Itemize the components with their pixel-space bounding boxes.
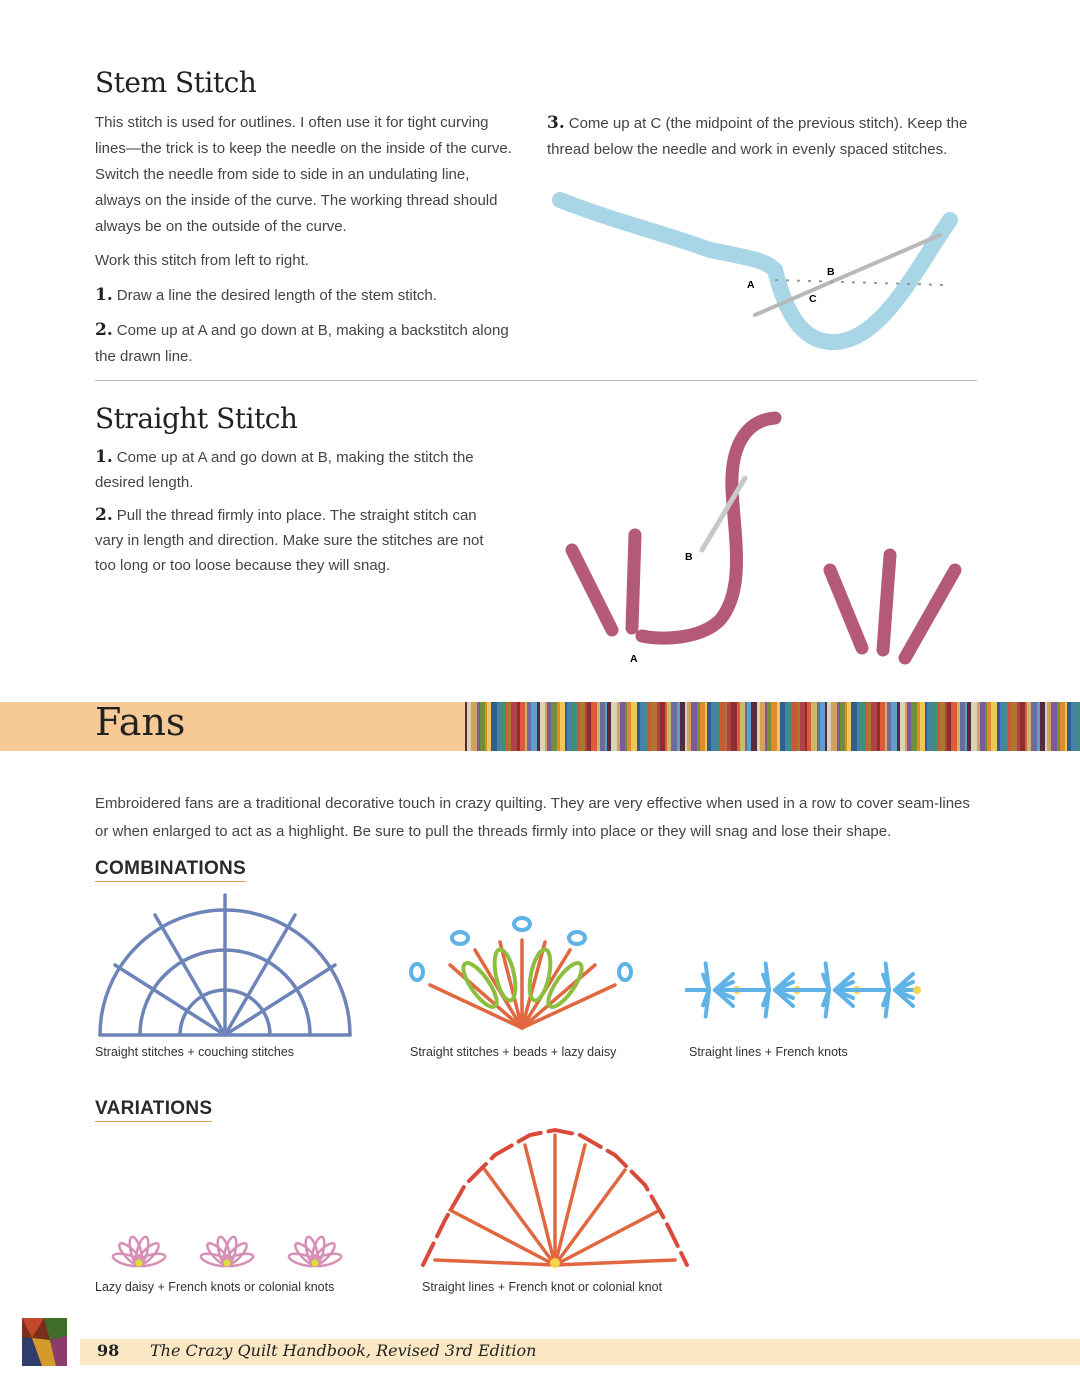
label-a: A (747, 279, 755, 291)
thread-strand (520, 702, 525, 751)
thread-strand (505, 702, 507, 751)
fan-large-straight-illustration (415, 1125, 695, 1270)
thread-strand (837, 702, 840, 751)
page-number: 98 (97, 1341, 120, 1360)
thread-strand (485, 702, 487, 751)
thread-strand (1031, 702, 1037, 751)
thread-strand (560, 702, 565, 751)
straight-stitch-right-1 (830, 570, 862, 648)
fan-french-knots-illustration (685, 945, 925, 1035)
thread-strand (1057, 702, 1060, 751)
straight-stitch-left-1 (572, 550, 612, 630)
stem-step-3 (547, 110, 977, 163)
thread-strand (611, 702, 617, 751)
thread-strand (777, 702, 780, 751)
thread-strand (711, 702, 717, 751)
thread-strand (817, 702, 820, 751)
thread-strand (477, 702, 480, 751)
thread-strand (1047, 702, 1051, 751)
thread-strand (957, 702, 960, 751)
label-c: C (809, 293, 817, 305)
thread-strand (557, 702, 560, 751)
lazy-daisy-fan (112, 1236, 167, 1269)
variations-label: VARIATIONS (95, 1098, 212, 1122)
thread-strand (797, 702, 800, 751)
straight-stitch-right-3 (905, 570, 955, 658)
straight-step-1 (95, 445, 495, 495)
thread-strand (857, 702, 860, 751)
thread-strand (1007, 702, 1011, 751)
thread-strand (480, 702, 485, 751)
thread-strand (765, 702, 767, 751)
thread-strand (587, 702, 591, 751)
thread-strand (771, 702, 777, 751)
label-a: A (630, 653, 638, 665)
thread-strand (931, 702, 937, 751)
stem-stitch-illustration (550, 180, 970, 370)
thread-strand (925, 702, 927, 751)
thread-strand (871, 702, 877, 751)
thread-strand (785, 702, 787, 751)
caption-lazy-daisy: Lazy daisy + French knots or colonial knots (95, 1280, 335, 1294)
thread-strand (1025, 702, 1027, 751)
step-text: Come up at A and go down at B, making a backstitch along the drawn line. (95, 322, 509, 365)
thread-strand (725, 702, 727, 751)
thread-strand (547, 702, 551, 751)
thread-strand (757, 702, 760, 751)
thread-strand (865, 702, 867, 751)
french-knot-fan (848, 963, 921, 1016)
thread-strand (787, 702, 791, 751)
thread-strand (677, 702, 680, 751)
thread-strand (691, 702, 697, 751)
thread-strand (687, 702, 691, 751)
thread-strand (1045, 702, 1047, 751)
thread-strand (940, 702, 945, 751)
thread-strand (491, 702, 497, 751)
thread-strand (880, 702, 885, 751)
thread-strand (1051, 702, 1057, 751)
straight-stitch-left-2 (632, 535, 635, 628)
thread-strand (937, 702, 940, 751)
caption-french-knots: Straight lines + French knots (689, 1045, 848, 1059)
thread-strand (567, 702, 571, 751)
thread-strand (591, 702, 597, 751)
thread-strand (900, 702, 905, 751)
thread-strand (945, 702, 947, 751)
thread-strand (747, 702, 751, 751)
label-b: B (827, 266, 835, 278)
thread-strand (845, 702, 847, 751)
thread-strand (631, 702, 637, 751)
step-text: Pull the thread firmly into place. The straight stitch can vary in length and direction. Make sure the stitches are not too long or too loose because they will snag. (95, 507, 484, 574)
straight-stitch-right-2 (883, 555, 890, 650)
stem-thread-loop (775, 220, 950, 342)
thread-strand (551, 702, 557, 751)
step-number: 1. (95, 447, 113, 467)
straight-stitch-curve (642, 418, 775, 638)
thread-strand (565, 702, 567, 751)
thread-strand (767, 702, 771, 751)
thread-strand (500, 702, 505, 751)
thread-strand (640, 702, 645, 751)
thread-strand (537, 702, 540, 751)
thread-strand (760, 702, 765, 751)
thread-strand (540, 702, 545, 751)
thread-strand (507, 702, 511, 751)
thread-strand (645, 702, 647, 751)
thread-strand (907, 702, 911, 751)
thread-strand (651, 702, 657, 751)
thread-strand (917, 702, 920, 751)
thread-strand (465, 702, 467, 751)
label-b: B (685, 551, 693, 563)
thread-strand (600, 702, 605, 751)
thread-strand (727, 702, 731, 751)
stem-stitch-text (95, 110, 515, 378)
thread-strand (720, 702, 725, 751)
thread-strand (717, 702, 720, 751)
thread-strand (680, 702, 685, 751)
thread-photo-strip (465, 702, 1080, 751)
thread-strand (867, 702, 871, 751)
thread-strand (525, 702, 527, 751)
thread-strand (827, 702, 831, 751)
thread-strand (620, 702, 625, 751)
thread-strand (820, 702, 825, 751)
fan-lazy-daisy-illustration (95, 1205, 365, 1275)
thread-strand (1011, 702, 1017, 751)
thread-strand (1071, 702, 1077, 751)
book-title: The Crazy Quilt Handbook, Revised 3rd Edition (150, 1341, 537, 1360)
caption-beads: Straight stitches + beads + lazy daisy (410, 1045, 617, 1059)
thread-strand (885, 702, 887, 751)
thread-strand (585, 702, 587, 751)
thread-strand (1017, 702, 1020, 751)
thread-strand (1000, 702, 1005, 751)
thread-strand (665, 702, 667, 751)
thread-strand (980, 702, 985, 751)
step-number: 2. (95, 505, 113, 525)
step-number: 2. (95, 320, 113, 340)
thread-strand (1060, 702, 1065, 751)
thread-strand (511, 702, 517, 751)
lazy-daisy-fan (288, 1236, 343, 1269)
thread-strand (780, 702, 785, 751)
thread-strand (1027, 702, 1031, 751)
thread-strand (647, 702, 651, 751)
combinations-label: COMBINATIONS (95, 858, 246, 882)
stem-step-2 (95, 317, 515, 370)
thread-strand (671, 702, 677, 751)
thread-strand (467, 702, 471, 751)
stem-stitch-title: Stem Stitch (95, 66, 257, 99)
thread-strand (997, 702, 1000, 751)
thread-strand (951, 702, 957, 751)
thread-strand (860, 702, 865, 751)
thread-strand (737, 702, 740, 751)
thread-strand (660, 702, 665, 751)
straight-stitch-title: Straight Stitch (95, 402, 298, 435)
lazy-daisy-fan (200, 1236, 255, 1269)
thread-strand (1005, 702, 1007, 751)
thread-strand (605, 702, 607, 751)
thread-strand (847, 702, 851, 751)
stem-step-1 (95, 282, 515, 309)
thread-strand (657, 702, 660, 751)
thread-strand (920, 702, 925, 751)
thread-strand (667, 702, 671, 751)
thread-strand (811, 702, 817, 751)
fan-couching-illustration (95, 890, 360, 1040)
thread-strand (947, 702, 951, 751)
fans-intro: Embroidered fans are a traditional decorative touch in crazy quilting. They are very effective when used in a row to cover seam-lines or when enlarged to act as a highlight. Be sure to pull the threads firmly into place or they will snag and lose their shape. (95, 795, 970, 840)
thread-strand (987, 702, 991, 751)
thread-strand (1065, 702, 1067, 751)
thread-strand (571, 702, 577, 751)
thread-strand (805, 702, 807, 751)
combinations-heading (95, 858, 246, 882)
thread-strand (897, 702, 900, 751)
straight-step-2 (95, 503, 495, 578)
thread-strand (807, 702, 811, 751)
thread-strand (627, 702, 631, 751)
thread-strand (985, 702, 987, 751)
step-text: Come up at A and go down at B, making the stitch the desired length. (95, 449, 474, 491)
step-text: Come up at C (the midpoint of the previous stitch). Keep the thread below the needle and work in evenly spaced stitches. (547, 115, 968, 158)
quilt-thumbnail-icon (22, 1318, 67, 1366)
thread-strand (751, 702, 757, 751)
step-text: Draw a line the desired length of the stem stitch. (116, 287, 437, 304)
thread-strand (1067, 702, 1071, 751)
thread-strand (911, 702, 917, 751)
thread-strand (1037, 702, 1040, 751)
thread-strand (831, 702, 837, 751)
thread-strand (877, 702, 880, 751)
stem-thread-twist (560, 200, 775, 270)
stem-intro: This stitch is used for outlines. I often use it for tight curving lines—the trick is to keep the needle on the inside of the curve. Switch the needle from side to side in an undulating line, always on the inside of the curve. The working thread should always be on the outside of the curve. (95, 114, 512, 235)
caption-couching: Straight stitches + couching stitches (95, 1045, 295, 1059)
thread-strand (527, 702, 531, 751)
fans-title: Fans (95, 700, 186, 744)
thread-strand (577, 702, 580, 751)
thread-strand (1020, 702, 1025, 751)
thread-strand (487, 702, 491, 751)
thread-strand (965, 702, 967, 751)
variations-heading (95, 1098, 212, 1122)
thread-strand (800, 702, 805, 751)
thread-strand (471, 702, 477, 751)
thread-strand (745, 702, 747, 751)
thread-strand (707, 702, 711, 751)
thread-strand (991, 702, 997, 751)
thread-strand (791, 702, 797, 751)
thread-strand (1040, 702, 1045, 751)
thread-strand (705, 702, 707, 751)
thread-strand (927, 702, 931, 751)
thread-strand (825, 702, 827, 751)
section-divider (95, 380, 977, 381)
straight-stitch-illustration (550, 400, 980, 680)
thread-strand (597, 702, 600, 751)
thread-strand (731, 702, 737, 751)
thread-strand (637, 702, 640, 751)
thread-strand (700, 702, 705, 751)
thread-strand (967, 702, 971, 751)
thread-strand (840, 702, 845, 751)
thread-strand (905, 702, 907, 751)
caption-large-straight: Straight lines + French knot or colonial knot (422, 1280, 663, 1294)
thread-strand (580, 702, 585, 751)
thread-strand (887, 702, 891, 751)
thread-strand (971, 702, 977, 751)
thread-strand (625, 702, 627, 751)
thread-strand (960, 702, 965, 751)
thread-strand (891, 702, 897, 751)
thread-strand (851, 702, 857, 751)
step-number: 1. (95, 285, 113, 305)
fan-beads-illustration (405, 910, 640, 1035)
thread-strand (740, 702, 745, 751)
thread-strand (617, 702, 620, 751)
stem-direction: Work this stitch from left to right. (95, 252, 309, 269)
thread-strand (497, 702, 500, 751)
straight-stitch-text (95, 445, 495, 586)
thread-strand (607, 702, 611, 751)
thread-strand (545, 702, 547, 751)
thread-strand (685, 702, 687, 751)
thread-strand (517, 702, 520, 751)
step-number: 3. (547, 113, 565, 133)
thread-strand (531, 702, 537, 751)
thread-strand (697, 702, 700, 751)
thread-strand (977, 702, 980, 751)
